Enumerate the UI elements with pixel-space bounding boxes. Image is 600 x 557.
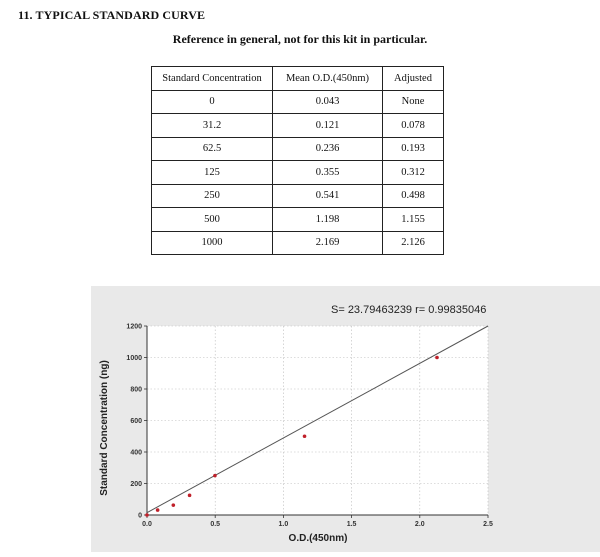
cell-mean-od: 0.043	[273, 90, 383, 114]
reference-note: Reference in general, not for this kit in particular.	[172, 32, 428, 46]
cell-mean-od: 2.169	[273, 231, 383, 255]
table-header-row	[152, 67, 444, 91]
table-row	[152, 208, 444, 232]
y-tick-label: 0	[138, 512, 142, 520]
data-point	[213, 474, 217, 478]
data-point	[303, 434, 307, 438]
data-point	[145, 513, 149, 517]
data-point	[188, 494, 192, 498]
cell-concentration: 0	[152, 90, 273, 114]
x-tick-label: 1.0	[278, 521, 289, 528]
y-tick-label: 600	[130, 418, 142, 425]
cell-adjusted: 0.312	[383, 161, 444, 185]
cell-adjusted: 0.498	[383, 184, 444, 208]
data-point	[172, 503, 176, 507]
cell-adjusted: 1.155	[383, 208, 444, 232]
section-heading: 11. TYPICAL STANDARD CURVE	[18, 8, 206, 22]
cell-concentration: 1000	[152, 231, 273, 255]
header-mean-od: Mean O.D.(450nm)	[273, 67, 383, 91]
y-tick-label: 200	[130, 481, 142, 488]
plot-area	[126, 324, 493, 529]
table-row	[152, 137, 444, 161]
cell-adjusted: 0.193	[383, 137, 444, 161]
table-row	[152, 184, 444, 208]
cell-mean-od: 0.541	[273, 184, 383, 208]
y-axis-label: Standard Concentration (ng)	[99, 360, 110, 496]
cell-concentration: 500	[152, 208, 273, 232]
y-tick-label: 800	[130, 386, 142, 394]
standard-curve-chart	[91, 286, 600, 552]
header-standard-concentration: Standard Concentration	[152, 67, 273, 91]
data-point	[435, 356, 439, 360]
data-point	[156, 508, 160, 512]
cell-concentration: 31.2	[152, 114, 273, 138]
cell-adjusted: 2.126	[383, 231, 444, 255]
cell-mean-od: 0.236	[273, 137, 383, 161]
fit-equation-label: S= 23.79463239 r= 0.99835046	[331, 304, 487, 316]
x-tick-label: 0.0	[142, 521, 152, 528]
cell-adjusted: 0.078	[383, 114, 444, 138]
header-adjusted: Adjusted	[383, 67, 444, 91]
x-axis-label: O.D.(450nm)	[288, 533, 348, 544]
cell-mean-od: 0.355	[273, 161, 383, 185]
table-row	[152, 114, 444, 138]
x-tick-label: 1.5	[346, 521, 357, 528]
cell-concentration: 125	[152, 161, 273, 185]
table-row	[152, 90, 444, 114]
y-tick-label: 1000	[126, 355, 142, 362]
table-row	[152, 231, 444, 255]
y-tick-label: 1200	[126, 323, 142, 331]
table-row	[152, 161, 444, 185]
standard-table	[151, 66, 444, 255]
cell-concentration: 62.5	[152, 137, 273, 161]
x-tick-label: 2.0	[414, 521, 425, 528]
x-tick-label: 2.5	[483, 521, 493, 528]
y-tick-label: 400	[130, 449, 142, 457]
cell-mean-od: 1.198	[273, 208, 383, 232]
cell-concentration: 250	[152, 184, 273, 208]
cell-mean-od: 0.121	[273, 114, 383, 138]
cell-adjusted: None	[383, 90, 444, 114]
x-tick-label: 0.5	[210, 521, 221, 528]
